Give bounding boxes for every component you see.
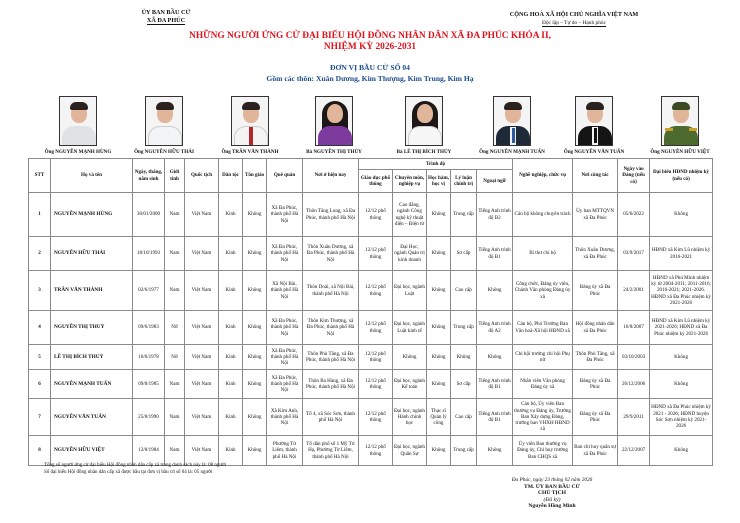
cell-specialty: Đại học, ngành Quân Sự xyxy=(393,436,427,466)
cell-occupation: Cán bộ không chuyên trách xyxy=(513,193,573,237)
cell-delegate: Không xyxy=(650,370,713,399)
on-behalf: TM. ỦY BAN BẦU CỬ xyxy=(524,483,580,490)
cell-academic: Không xyxy=(427,271,451,311)
table-row xyxy=(29,237,713,271)
place-date: Đa Phúc, ngày 23 tháng 02 năm 2026 xyxy=(511,477,593,483)
cell-party-date: 03/9/2017 xyxy=(618,237,650,271)
electoral-unit xyxy=(170,62,570,84)
cell-occupation: Cán bộ, Ủy viên Ban thường vụ Đảng ủy, Trưởng Ban Xây dựng Đảng, trưởng ban VHXH HĐND xã xyxy=(513,399,573,436)
cell-workplace: Hội đồng nhân dân xã Đa Phúc xyxy=(573,311,618,345)
col-header-residence: Nơi ở hiện nay xyxy=(303,159,359,193)
cell-political: Sơ cấp xyxy=(451,370,477,399)
col-header-gender: Giới tính xyxy=(165,159,185,193)
seats-note: Số đại biểu Hội đồng nhân dân cấp xã được bầu tại đơn vị bầu cử số 04 là: 05 người xyxy=(44,470,213,475)
cell-residence: Tổ 4, xã Sóc Sơn, thành phố Hà Nội xyxy=(303,399,359,436)
candidate-table xyxy=(28,158,713,466)
signature-block xyxy=(472,477,632,510)
cell-workplace: Thôn Phù Tăng, xã Đa Phúc xyxy=(573,345,618,370)
unit-villages: Gồm các thôn: Xuân Dương, Kim Thượng, Kim Trung, Kim Hạ xyxy=(266,74,474,83)
cell-nationality: Việt Nam xyxy=(185,345,219,370)
document-title xyxy=(150,31,590,53)
cell-stt: 2 xyxy=(29,237,51,271)
cell-gender: Nam xyxy=(165,370,185,399)
cell-nationality: Việt Nam xyxy=(185,311,219,345)
cell-name: NGUYỄN HỮU THÁI xyxy=(51,237,133,271)
cell-general-edu: 12/12 phổ thông xyxy=(359,237,393,271)
cell-dob: 09/6/1983 xyxy=(133,311,165,345)
portrait-photo xyxy=(145,96,183,146)
issuer-header xyxy=(118,9,214,25)
cell-specialty: Đại học, ngành Kế toán xyxy=(393,370,427,399)
cell-party-date: 03/10/2003 xyxy=(618,345,650,370)
cell-religion: Không xyxy=(243,370,267,399)
cell-hometown: Xã Kim Anh, thành phố Hà Nội xyxy=(267,399,303,436)
cell-name: NGUYỄN VĂN TUẤN xyxy=(51,399,133,436)
signer-name: Nguyễn Hồng Minh xyxy=(528,503,576,510)
cell-specialty: Đại học, ngành Hành chính học xyxy=(393,399,427,436)
candidate-photo-card xyxy=(544,96,644,155)
cell-ethnicity: Kinh xyxy=(219,237,243,271)
issuer-line-2: XÃ ĐA PHÚC xyxy=(146,17,186,24)
cell-gender: Nam xyxy=(165,237,185,271)
cell-name: NGUYỄN MẠNH HÙNG xyxy=(51,193,133,237)
cell-dob: 30/01/2000 xyxy=(133,193,165,237)
col-header-political: Lý luận chính trị xyxy=(451,170,477,193)
table-row xyxy=(29,193,713,237)
cell-language: Không xyxy=(477,271,513,311)
cell-specialty: Đại học, ngành Luật xyxy=(393,271,427,311)
national-motto: Độc lập – Tự do – Hạnh phúc xyxy=(541,20,607,26)
cell-stt: 4 xyxy=(29,311,51,345)
cell-party-date: 16/8/2007 xyxy=(618,311,650,345)
title-line-2: NHIỆM KỲ 2026-2031 xyxy=(323,42,417,52)
cell-general-edu: 12/12 phổ thông xyxy=(359,311,393,345)
cell-religion: Không xyxy=(243,271,267,311)
col-header-occupation: Nghề nghiệp, chức vụ xyxy=(513,159,573,193)
cell-workplace: Thôn Xuân Dương, xã Đa Phúc xyxy=(573,237,618,271)
cell-political: Cao cấp xyxy=(451,271,477,311)
cell-ethnicity: Kinh xyxy=(219,399,243,436)
col-header-nationality: Quốc tịch xyxy=(185,159,219,193)
cell-hometown: Xã Đa Phúc, thành phố Hà Nội xyxy=(267,370,303,399)
cell-ethnicity: Kinh xyxy=(219,193,243,237)
photo-caption: Bà NGUYỄN THỊ THÚY xyxy=(306,149,362,155)
cell-workplace: Đảng ủy xã Đa Phúc xyxy=(573,271,618,311)
candidate-photos xyxy=(28,96,718,158)
cell-hometown: Xã Đa Phúc, thành phố Hà Nội xyxy=(267,345,303,370)
cell-political: Không xyxy=(451,345,477,370)
photo-caption: Ông NGUYỄN HỮU THÁI xyxy=(134,149,194,155)
cell-hometown: Xã Đa Phúc, thành phố Hà Nội xyxy=(267,311,303,345)
cell-gender: Nam xyxy=(165,271,185,311)
cell-stt: 6 xyxy=(29,370,51,399)
cell-political: Trung cấp xyxy=(451,193,477,237)
cell-stt: 7 xyxy=(29,399,51,436)
cell-academic: Không xyxy=(427,370,451,399)
cell-general-edu: 12/12 phổ thông xyxy=(359,370,393,399)
table-row xyxy=(29,370,713,399)
portrait-photo xyxy=(405,96,443,146)
cell-ethnicity: Kinh xyxy=(219,370,243,399)
table-row xyxy=(29,345,713,370)
signed-mark: (Đã ký) xyxy=(543,496,561,503)
photo-caption: Ông TRẦN VĂN THÀNH xyxy=(221,149,279,155)
cell-academic: Không xyxy=(427,345,451,370)
col-header-delegate: Đại biểu HĐND nhiệm kỳ (nếu có) xyxy=(650,159,713,193)
cell-hometown: Xã Nội Bài, thành phố Hà Nội xyxy=(267,271,303,311)
candidate-photo-card xyxy=(114,96,214,155)
cell-workplace: Đảng ủy xã Đa Phúc xyxy=(573,370,618,399)
cell-delegate: HĐND xã Kim Lũ nhiệm kỳ 2021-2026; HĐND xã Đa Phúc nhiệm kỳ 2021-2026 xyxy=(650,311,713,345)
signer-position: CHỦ TỊCH xyxy=(537,490,567,497)
cell-stt: 3 xyxy=(29,271,51,311)
cell-residence: Thôn Kim Thượng, xã Đa Phúc, thành phố Hà Nội xyxy=(303,311,359,345)
total-candidates-note: Tổng số người ứng cử đại biểu Hội đồng nhân dân cấp xã trong danh sách này là: 08 người xyxy=(44,463,227,468)
cell-party-date: 22/12/2007 xyxy=(618,436,650,466)
cell-political: Trung cấp xyxy=(451,311,477,345)
cell-delegate: HĐND xã Phú Minh nhiệm kỳ từ 2004-2011; 2011-2016; 2016-2021; 2021-2026. HĐND xã Đa Phúc nhiệm kỳ 2021-2026 xyxy=(650,271,713,311)
cell-party-date: 26/12/2006 xyxy=(618,370,650,399)
portrait-photo xyxy=(231,96,269,146)
cell-workplace: Đảng ủy xã Đa Phúc xyxy=(573,399,618,436)
col-header-education-group: Trình độ xyxy=(359,159,513,170)
cell-occupation: Ủy viên Ban thường vụ Đảng ủy, Chỉ huy trưởng Ban CHQS xã xyxy=(513,436,573,466)
cell-general-edu: 12/12 phổ thông xyxy=(359,345,393,370)
cell-specialty: Đại học, ngành Luật kinh tế xyxy=(393,311,427,345)
cell-nationality: Việt Nam xyxy=(185,436,219,466)
cell-occupation: Nhân viên Văn phòng Đảng ủy xã xyxy=(513,370,573,399)
cell-language: Tiếng Anh trình độ B2 xyxy=(477,193,513,237)
table-row xyxy=(29,311,713,345)
cell-hometown: Xã Đa Phúc, thành phố Hà Nội xyxy=(267,193,303,237)
col-header-ethnicity: Dân tộc xyxy=(219,159,243,193)
col-header-general-edu: Giáo dục phổ thông xyxy=(359,170,393,193)
cell-party-date: 05/6/2022 xyxy=(618,193,650,237)
cell-academic: Không xyxy=(427,193,451,237)
cell-hometown: Phường Từ Liêm, thành phố Hà Nội xyxy=(267,436,303,466)
table-row xyxy=(29,271,713,311)
summary-notes xyxy=(44,462,226,476)
cell-residence: Thôn Doài, xã Nội Bài, thành phố Hà Nội xyxy=(303,271,359,311)
candidate-photo-card xyxy=(630,96,730,155)
cell-workplace: Ủy ban MTTQVN xã Đa Phúc xyxy=(573,193,618,237)
cell-residence: Thôn Ba Hàng, xã Đa Phúc, thành phố Hà Nội xyxy=(303,370,359,399)
cell-delegate: Không xyxy=(650,193,713,237)
cell-delegate: HĐND xã Đa Phúc nhiệm kỳ 2021 - 2026; HĐND huyện Sóc Sơn nhiệm kỳ 2021-2026 xyxy=(650,399,713,436)
cell-political: Trung cấp xyxy=(451,436,477,466)
cell-party-date: 29/9/2011 xyxy=(618,399,650,436)
cell-academic: Không xyxy=(427,237,451,271)
table-row xyxy=(29,399,713,436)
cell-dob: 16/6/1978 xyxy=(133,345,165,370)
cell-language: Không xyxy=(477,345,513,370)
portrait-photo xyxy=(575,96,613,146)
cell-name: NGUYỄN HỮU VIỆT xyxy=(51,436,133,466)
cell-workplace: Ban chỉ huy quân sự xã Đa Phúc xyxy=(573,436,618,466)
cell-gender: Nữ xyxy=(165,345,185,370)
col-header-name: Họ và tên xyxy=(51,159,133,193)
cell-occupation: Bí thư chi bộ xyxy=(513,237,573,271)
candidate-photo-card xyxy=(284,96,384,155)
col-header-workplace: Nơi công tác xyxy=(573,159,618,193)
cell-stt: 8 xyxy=(29,436,51,466)
cell-language: Tiếng Anh trình độ B1 xyxy=(477,399,513,436)
col-header-dob: Ngày, tháng, năm sinh xyxy=(133,159,165,193)
photo-caption: Ông NGUYỄN MẠNH TUẤN xyxy=(479,149,545,155)
col-header-specialty: Chuyên môn, nghiệp vụ xyxy=(393,170,427,193)
cell-specialty: Cao đẳng, ngành Công nghệ kỹ thuật điện – Điện tử xyxy=(393,193,427,237)
cell-nationality: Việt Nam xyxy=(185,193,219,237)
col-header-religion: Tôn giáo xyxy=(243,159,267,193)
cell-ethnicity: Kinh xyxy=(219,345,243,370)
cell-delegate: HĐND xã Kim Lũ nhiệm kỳ 2016-2021 xyxy=(650,237,713,271)
cell-name: TRẦN VĂN THÀNH xyxy=(51,271,133,311)
cell-academic: Không xyxy=(427,436,451,466)
cell-gender: Nam xyxy=(165,193,185,237)
cell-stt: 5 xyxy=(29,345,51,370)
cell-delegate: Không xyxy=(650,345,713,370)
portrait-photo xyxy=(59,96,97,146)
photo-caption: Ông NGUYỄN VĂN TUẤN xyxy=(563,149,625,155)
cell-religion: Không xyxy=(243,345,267,370)
cell-dob: 25/8/1990 xyxy=(133,399,165,436)
cell-name: NGUYỄN MẠNH TUẤN xyxy=(51,370,133,399)
cell-gender: Nữ xyxy=(165,311,185,345)
cell-residence: Thôn Tăng Long, xã Đa Phúc, thành phố Hà Nội xyxy=(303,193,359,237)
title-line-1: NHỮNG NGƯỜI ỨNG CỬ ĐẠI BIỂU HỘI ĐỒNG NHÂN DÂN XÃ ĐA PHÚC KHÓA II, xyxy=(189,31,551,41)
col-header-language: Ngoại ngữ xyxy=(477,170,513,193)
cell-language: Tiếng Anh trình độ A2 xyxy=(477,311,513,345)
photo-caption: Ông NGUYỄN MẠNH HÙNG xyxy=(44,149,112,155)
candidate-photo-card xyxy=(374,96,474,155)
cell-occupation: Cán bộ, Phó Trưởng Ban Văn hoá-Xã hội HĐND xã xyxy=(513,311,573,345)
cell-ethnicity: Kinh xyxy=(219,311,243,345)
cell-stt: 1 xyxy=(29,193,51,237)
cell-residence: Thôn Xuân Dương, xã Đa Phúc, thành phố Hà Nội xyxy=(303,237,359,271)
cell-gender: Nam xyxy=(165,436,185,466)
cell-dob: 09/8/1985 xyxy=(133,370,165,399)
cell-political: Cao cấp xyxy=(451,399,477,436)
candidate-photo-card xyxy=(28,96,128,155)
cell-religion: Không xyxy=(243,193,267,237)
cell-name: LÊ THỊ BÍCH THUỶ xyxy=(51,345,133,370)
col-header-hometown: Quê quán xyxy=(267,159,303,193)
portrait-photo xyxy=(493,96,531,146)
cell-academic: Không xyxy=(427,311,451,345)
cell-nationality: Việt Nam xyxy=(185,370,219,399)
cell-general-edu: 12/12 phổ thông xyxy=(359,399,393,436)
national-title: CỘNG HOÀ XÃ HỘI CHỦ NGHĨA VIỆT NAM xyxy=(509,11,639,18)
cell-religion: Không xyxy=(243,237,267,271)
cell-nationality: Việt Nam xyxy=(185,399,219,436)
photo-caption: Bà LÊ THỊ BÍCH THỦY xyxy=(396,149,452,155)
col-header-stt: STT xyxy=(29,159,51,193)
cell-general-edu: 12/12 phổ thông xyxy=(359,436,393,466)
cell-religion: Không xyxy=(243,399,267,436)
cell-academic: Thạc sĩ Quản lý công xyxy=(427,399,451,436)
cell-ethnicity: Kinh xyxy=(219,271,243,311)
cell-religion: Không xyxy=(243,436,267,466)
cell-nationality: Việt Nam xyxy=(185,237,219,271)
national-header xyxy=(474,11,674,27)
cell-occupation: Chi hội trưởng chi hội Phụ nữ xyxy=(513,345,573,370)
cell-gender: Nam xyxy=(165,399,185,436)
cell-party-date: 24/2/2001 xyxy=(618,271,650,311)
cell-specialty: Đại Học, ngành Quản trị kinh doanh xyxy=(393,237,427,271)
cell-residence: Thôn Phù Tăng, xã Đa Phúc, thành phố Hà Nội xyxy=(303,345,359,370)
cell-nationality: Việt Nam xyxy=(185,271,219,311)
issuer-line-1: ỦY BAN BẦU CỬ xyxy=(141,9,191,16)
portrait-photo xyxy=(315,96,353,146)
cell-dob: 02/6/1977 xyxy=(133,271,165,311)
cell-language: Tiếng Anh trình độ B1 xyxy=(477,237,513,271)
cell-political: Sơ cấp xyxy=(451,237,477,271)
cell-dob: 12/8/1984 xyxy=(133,436,165,466)
cell-specialty: Không xyxy=(393,345,427,370)
cell-occupation: Công chức, Đảng ủy viên, Chánh Văn phòng Đảng ủy xã xyxy=(513,271,573,311)
cell-name: NGUYỄN THỊ THUỶ xyxy=(51,311,133,345)
col-header-party-date: Ngày vào Đảng (nếu có) xyxy=(618,159,650,193)
cell-general-edu: 12/12 phổ thông xyxy=(359,271,393,311)
col-header-academic: Học hàm, học vị xyxy=(427,170,451,193)
cell-hometown: Xã Đa Phúc, thành phố Hà Nội xyxy=(267,237,303,271)
portrait-photo xyxy=(661,96,699,146)
cell-general-edu: 12/12 phổ thông xyxy=(359,193,393,237)
cell-delegate: Không xyxy=(650,436,713,466)
cell-dob: 18/10/1993 xyxy=(133,237,165,271)
table-header-row xyxy=(29,159,713,170)
table-row xyxy=(29,436,713,466)
unit-name: ĐƠN VỊ BẦU CỬ SỐ 04 xyxy=(330,63,410,72)
cell-language: Không xyxy=(477,436,513,466)
cell-ethnicity: Kinh xyxy=(219,436,243,466)
photo-caption: Ông NGUYỄN HỮU VIỆT xyxy=(650,149,710,155)
cell-language: Tiếng Anh trình độ B1 xyxy=(477,370,513,399)
cell-religion: Không xyxy=(243,311,267,345)
cell-residence: Tổ dân phố số 1 Mỹ Trì Hạ, Phường Từ Liêm, thành phố Hà Nội xyxy=(303,436,359,466)
